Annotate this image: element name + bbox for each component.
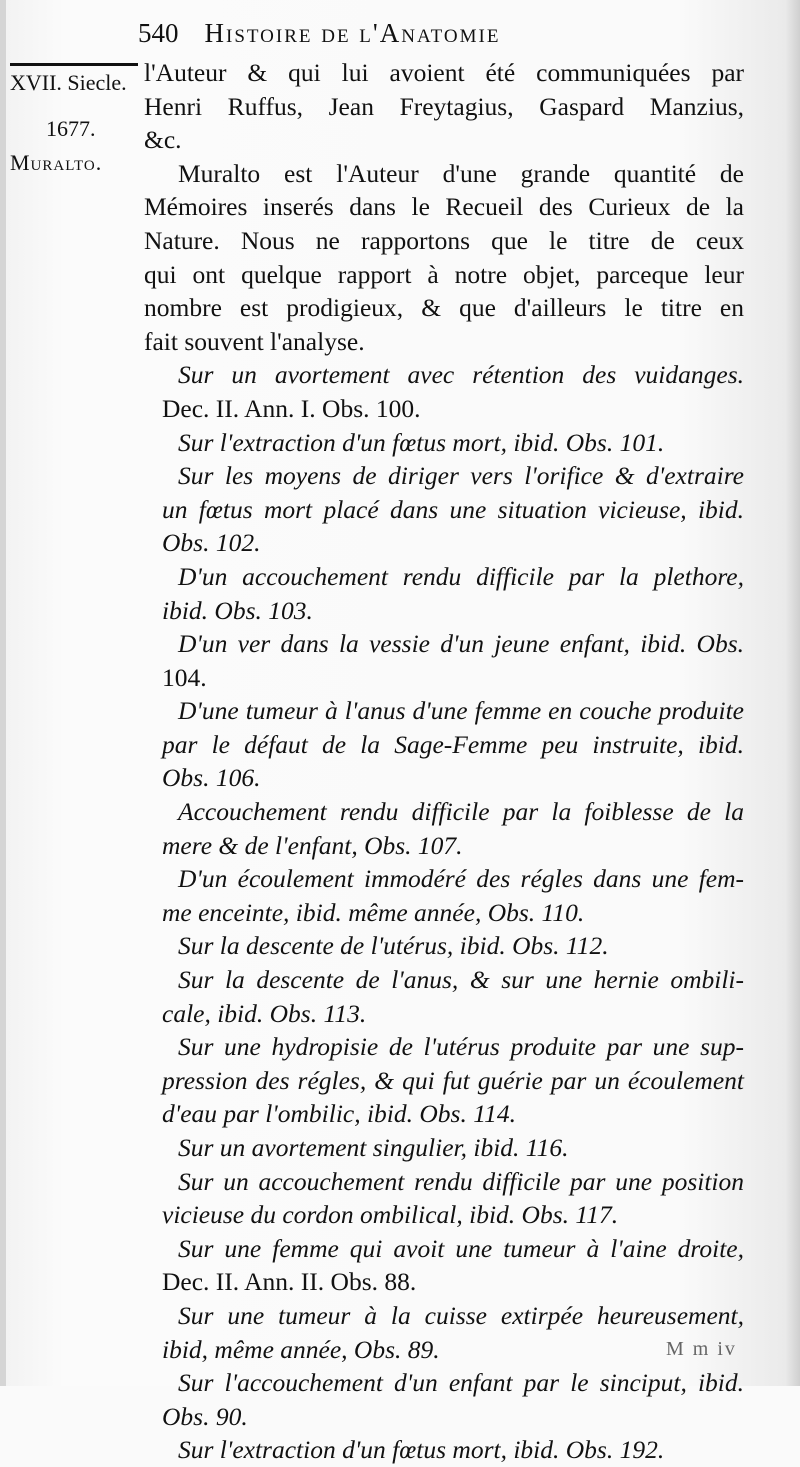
text-line: &c. <box>144 125 182 155</box>
text-line: Dec. II. Ann. II. Obs. 88. <box>162 1267 417 1297</box>
text-line: Sur l'accouchement d'un enfant par le sinciput, ibid. <box>178 1368 744 1398</box>
text-line: me enceinte, ibid. même année, Obs. 110. <box>162 897 585 927</box>
text-line: Obs. 102. <box>162 528 261 558</box>
text-line: D'un accouchement rendu difficile par la plethore, <box>178 561 744 591</box>
text-line: Nature. Nous ne rapportons que le titre de ceux <box>144 225 744 255</box>
text-line: Henri Ruffus, Jean Freytagius, Gaspard Manzius, <box>144 91 744 121</box>
text-line: Sur une tumeur à la cuisse extirpée heureusement, <box>178 1300 744 1330</box>
running-title: Histoire de l'Anatomie <box>204 18 501 48</box>
body-text <box>144 56 744 1467</box>
text-line: Obs. 90. <box>162 1401 248 1431</box>
text-line: fait souvent l'analyse. <box>144 326 365 356</box>
text-line: Sur un avortement singulier, ibid. 116. <box>178 1133 569 1162</box>
page-right-edge <box>786 0 800 1386</box>
text-line: vicieuse du cordon ombilical, ibid. Obs. 117. <box>162 1200 619 1230</box>
page-header <box>138 18 738 49</box>
text-line: d'eau par l'ombilic, ibid. Obs. 114. <box>162 1099 516 1129</box>
text-line: qui ont quelque rapport à notre objet, parceque leur <box>144 259 744 289</box>
text-line: Sur la descente de l'utérus, ibid. Obs. 112. <box>178 931 609 961</box>
text-line: ibid, même année, Obs. 89. <box>162 1334 440 1364</box>
text-line: Accouchement rendu difficile par la foiblesse de la <box>178 797 744 827</box>
margin-rule <box>10 63 138 66</box>
text-line: mere & de l'enfant, Obs. 107. <box>162 830 463 860</box>
text-line: Sur une femme qui avoit une tumeur à l'aine droite, <box>178 1233 744 1263</box>
text-line: Sur une hydropisie de l'utérus produite par une sup- <box>178 1032 744 1062</box>
text-line: Obs. 106. <box>162 763 261 793</box>
text-line: ibid. Obs. 103. <box>162 595 313 625</box>
page-number: 540 <box>138 18 179 48</box>
text-line: Dec. II. Ann. I. Obs. 100. <box>162 393 421 423</box>
text-line: par le défaut de la Sage-Femme peu instruite, ibid. <box>162 729 744 759</box>
text-line: Sur les moyens de diriger vers l'orifice & d'extraire <box>178 461 744 491</box>
margin-author: Muralto. <box>10 150 103 175</box>
text-line: Sur l'extraction d'un fœtus mort, ibid. Obs. 101. <box>178 427 665 457</box>
text-line: Muralto est l'Auteur d'une grande quantité de <box>178 158 744 188</box>
text-line: 104. <box>162 662 207 692</box>
signature-mark: M m iv <box>666 1338 737 1360</box>
text-line: pression des régles, & qui fut guérie par un écoulement <box>162 1065 744 1095</box>
text-line: Sur un avortement avec rétention des vuidanges. <box>178 360 744 390</box>
text-line: un fœtus mort placé dans une situation vicieuse, ibid. <box>162 494 744 524</box>
margin-year: 1677. <box>46 116 96 141</box>
text-line: Mémoires inserés dans le Recueil des Curieux de la <box>144 192 744 222</box>
text-line: Sur la descente de l'anus, & sur une hernie ombili- <box>178 965 744 995</box>
text-line: cale, ibid. Obs. 113. <box>162 998 367 1028</box>
text-line: Sur l'extraction d'un fœtus mort, ibid. Obs. 192. <box>178 1435 665 1465</box>
text-line: D'une tumeur à l'anus d'une femme en couche produite <box>178 696 744 726</box>
text-line: l'Auteur & qui lui avoient été communiquées par <box>144 58 744 87</box>
text-line: D'un ver dans la vessie d'un jeune enfant, ibid. Obs. <box>178 629 744 659</box>
text-line: nombre est prodigieux, & que d'ailleurs le titre en <box>144 293 744 323</box>
page-left-edge <box>0 0 6 1386</box>
text-line: Sur un accouchement rendu difficile par une position <box>178 1166 744 1196</box>
margin-century: XVII. Siecle. <box>10 70 127 95</box>
text-line: D'un écoulement immodéré des régles dans une fem- <box>178 864 744 894</box>
